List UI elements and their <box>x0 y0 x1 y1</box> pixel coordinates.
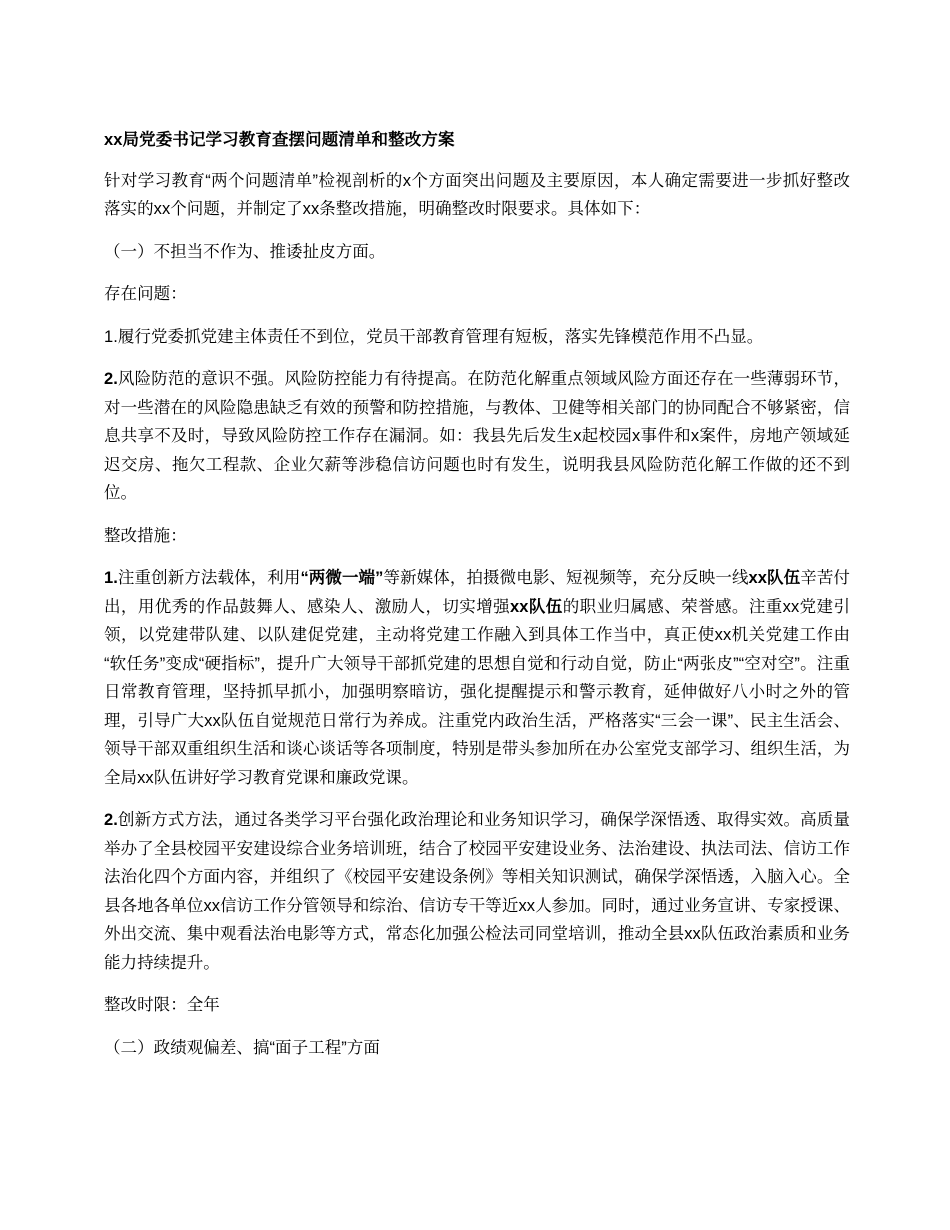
text-segment-6: 的职业归属感、荣誉感。注重xx党建引领，以党建带队建、以队建促党建，主动将党建工作融入到具体工作当中，真正使xx机关党建工作由“软任务”变成“硬指标”，提升广大领导干部抓党建的思想自觉和行动自觉，防止“两张皮”“空对空”。注重日常教育管理，坚持抓早抓小，加强明察暗访，强化提醒提示和警示教育，延伸做好八小时之外的管理，引导广大xx队伍自觉规范日常行为养成。注重党内政治生活，严格落实“三会一课”、民主生活会、领导干部双重组织生活和谈心谈话等各项制度，特别是带头参加所在办公室党支部学习、组织生活，为全局xx队伍讲好学习教育党课和廉政党课。 <box>104 597 851 787</box>
measure-item-1 <box>104 564 850 792</box>
document-body <box>104 128 850 1062</box>
page-title-text: xx局党委书记学习教育查摆问题清单和整改方案 <box>104 131 455 149</box>
problem-item-1-number: 1. <box>104 327 118 346</box>
text-segment-0: 注重创新方法载体，利用 <box>117 569 301 588</box>
problem-item-1-text: 履行党委抓党建主体责任不到位，党员干部教育管理有短板，落实先锋模范作用不凸显。 <box>117 327 764 346</box>
page-title <box>104 128 850 153</box>
text-segment-2: 等新媒体，拍摄微电影、短视频等，充分反映一线 <box>383 569 749 588</box>
section-heading-one: （一）不担当不作为、推诿扯皮方面。 <box>104 242 386 261</box>
measures-label: 整改措施： <box>104 526 187 545</box>
problems-label: 存在问题： <box>104 285 187 304</box>
section-heading-two: （二）政绩观偏差、搞“面子工程”方面 <box>104 1038 380 1057</box>
measure-item-1-text <box>104 569 850 787</box>
text-segment-3: xx队伍 <box>748 569 801 588</box>
problem-item-2 <box>104 365 850 508</box>
text-segment-5: xx队伍 <box>510 597 563 616</box>
deadline-line: 整改时限：全年 <box>104 996 220 1015</box>
text-segment-4: 辛苦付出，用优秀的作品鼓舞人、感染人、激励人，切实增强 <box>104 569 850 616</box>
problem-item-2-number: 2. <box>104 370 118 389</box>
measure-item-2 <box>104 806 850 977</box>
measure-item-2-text <box>104 811 850 972</box>
problem-item-2-text: 风险防范的意识不强。风险防控能力有待提高。在防范化解重点领域风险方面还存在一些薄弱环节，对一些潜在的风险隐患缺乏有效的预警和防控措施，与教体、卫健等相关部门的协同配合不够紧密，信息共享不及时，导致风险防控工作存在漏洞。如：我县先后发生x起校园x事件和x案件，房地产领域延迟交房、拖欠工程款、企业欠薪等涉稳信访问题也时有发生，说明我县风险防范化解工作做的还不到位。 <box>104 370 850 503</box>
text-segment-0: 创新方式方法，通过各类学习平台强化政治理论和业务知识学习，确保学深悟透、取得实效。高质量举办了全县校园平安建设综合业务培训班，结合了校园平安建设业务、法治建设、执法司法、信访工作法治化四个方面内容，并组织了《校园平安建设条例》等相关知识测试，确保学深悟透，入脑入心。全县各地各单位xx信访工作分管领导和综治、信访专干等近xx人参加。同时，通过业务宣讲、专家授课、外出交流、集中观看法治电影等方式，常态化加强公检法司同堂培训，推动全县xx队伍政治素质和业务能力持续提升。 <box>104 811 850 972</box>
intro-paragraph: 针对学习教育“两个问题清单”检视剖析的x个方面突出问题及主要原因，本人确定需要进一步抓好整改落实的xx个问题，并制定了xx条整改措施，明确整改时限要求。具体如下： <box>104 171 850 219</box>
text-segment-1: “两微一端” <box>300 569 384 588</box>
problem-item-1 <box>104 323 850 352</box>
measure-item-1-number: 1. <box>104 569 118 588</box>
measure-item-2-number: 2. <box>104 811 118 830</box>
